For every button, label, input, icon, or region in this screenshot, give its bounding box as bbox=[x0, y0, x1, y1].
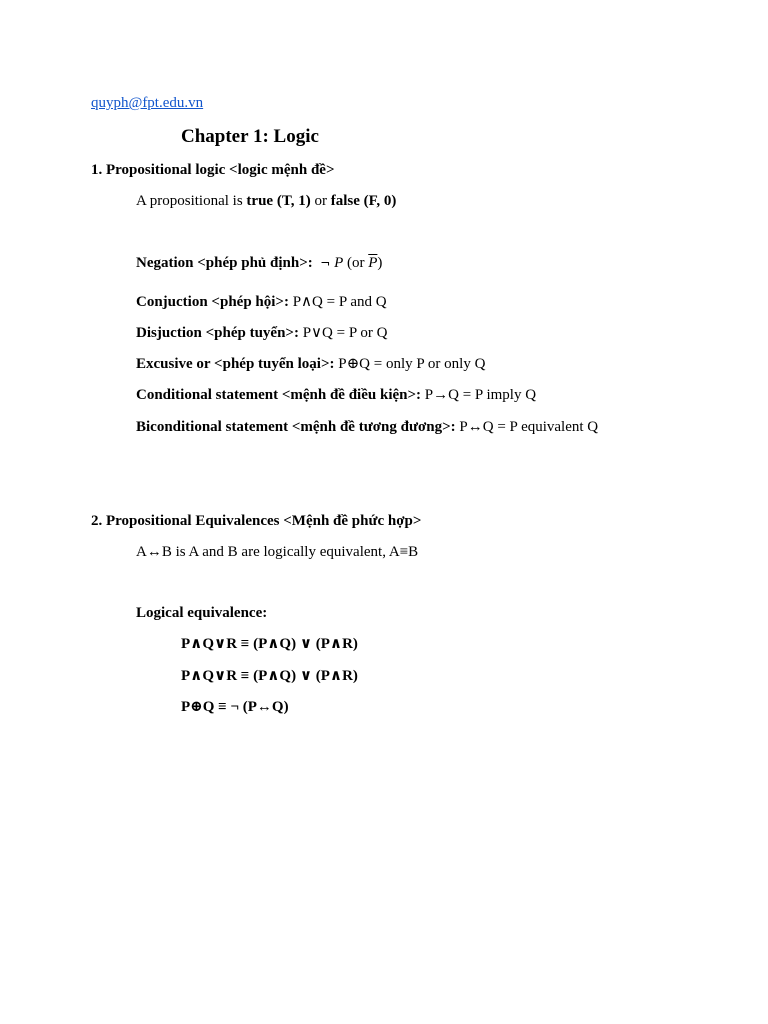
exclusive-or-line bbox=[136, 357, 485, 372]
negation-symbol: ¬ bbox=[320, 256, 331, 270]
definition-prefix: A propositional is bbox=[136, 193, 247, 209]
conditional-line bbox=[136, 388, 536, 403]
chapter-title: Chapter 1: Logic bbox=[181, 126, 319, 147]
biconditional-value: P↔Q = P equivalent Q bbox=[455, 419, 599, 435]
definition-or: or bbox=[310, 193, 331, 209]
conjunction-line bbox=[136, 295, 387, 310]
definition-false: false (F, 0) bbox=[330, 193, 397, 209]
proposition-definition bbox=[136, 194, 396, 209]
biconditional-label: Biconditional statement <mệnh đề tương đương>: bbox=[136, 419, 456, 435]
exclusive-or-label: Excusive or <phép tuyển loại>: bbox=[136, 356, 335, 372]
conjunction-value: P∧Q = P and Q bbox=[288, 294, 387, 310]
formula-2: P∧Q∨R ≡ (P∧Q) ∨ (P∧R) bbox=[181, 668, 358, 684]
negation-label: Negation <phép phủ định>: bbox=[136, 255, 313, 271]
biconditional-line bbox=[136, 420, 598, 435]
section-1-heading: 1. Propositional logic <logic mệnh đề> bbox=[91, 162, 335, 178]
disjunction-value: P∨Q = P or Q bbox=[298, 325, 388, 341]
negation-overline-variable: $\overline{P}$ bbox=[368, 255, 378, 271]
exclusive-or-value: P⊕Q = only P or only Q bbox=[334, 356, 486, 372]
formula-1: P∧Q∨R ≡ (P∧Q) ∨ (P∧R) bbox=[181, 636, 358, 652]
negation-close: ) bbox=[377, 255, 383, 271]
section-2-heading: 2. Propositional Equivalences <Mệnh đề phức hợp> bbox=[91, 513, 422, 529]
conditional-label: Conditional statement <mệnh đề điều kiện>: bbox=[136, 387, 422, 403]
author-email-link[interactable]: quyph@fpt.edu.vn bbox=[91, 95, 204, 111]
conditional-value: P→Q = P imply Q bbox=[421, 387, 537, 403]
formula-3: P⊕Q ≡ ¬ (P↔Q) bbox=[181, 699, 289, 715]
conjunction-label: Conjuction <phép hội>: bbox=[136, 294, 289, 310]
negation-line bbox=[136, 256, 382, 271]
negation-or: (or bbox=[343, 255, 369, 271]
definition-true: true (T, 1) bbox=[246, 193, 311, 209]
logical-equivalence-label: Logical equivalence: bbox=[136, 605, 268, 621]
negation-variable: P bbox=[334, 255, 344, 271]
equivalence-sentence: A↔B is A and B are logically equivalent, A≡B bbox=[136, 544, 419, 560]
disjunction-label: Disjuction <phép tuyển>: bbox=[136, 325, 299, 341]
disjunction-line bbox=[136, 326, 387, 341]
